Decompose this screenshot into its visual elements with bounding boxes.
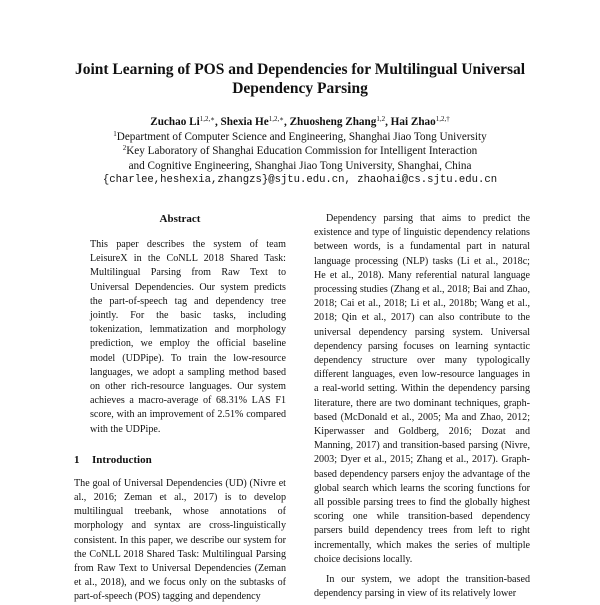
affiliation-2: $^2$Key Laboratory of Shanghai Education Commission for Intelligent Interaction [122,144,478,157]
author-names: Zuchao $Li^{1,2,∗}$, Shexia $He^{1,2,∗}$, Zhuosheng Zhang$^{1,2}$, Hai Zhao$^{1,2,\dagger}$ [150,115,450,128]
title-line-1: Joint Learning of POS and Dependencies for Multilingual Universal [74,61,526,78]
intro-paragraph: The goal of Universal Dependencies (UD) (Nivre et al., 2016; Zeman et al., 2017) is to develop multilingual treebank, whose annotations of morphology and syntax are cross-linguistically consistent. In this paper, we describe our system for the CoNLL 2018 Shared Task: Multilingual Parsing from Raw Text to Universal Dependencies (Zeman et al., 2018), and we focus only on the subtasks of part-of-speech (POS) tagging and dependency [74,477,286,603]
author-sup: 1,2,† [435,115,450,123]
author-block [40,115,560,188]
affiliation-2-cont: and Cognitive Engineering, Shanghai Jiao Tong University, Shanghai, China [128,159,472,172]
section-number: 1 [74,453,80,466]
affiliation-1: $^1$Department of Computer Science and Engineering, Shanghai Jiao Tong University [113,129,487,143]
abstract-heading: Abstract [159,213,201,225]
author-sup: 1,2,∗ [268,115,284,123]
author-name: Zuchao Li [150,116,200,128]
abstract-text: This paper describes the system of team LeisureX in the CoNLL 2018 Shared Task: Multilingual Parsing from Raw Text to Universal Dependencies. Our system predicts the part-of-speech tag and dependency tree jointly. For the basic tasks, including tokenization, lemmatization and morphology prediction, we employ the official baseline model (UDPipe). To train the low-resource languages, we adopt a sampling method based on other rich-resource languages. Our system achieves a macro-average of 68.31% LAS F1 score, with an improvement of 2.51% compared with the UDPipe. [90,239,286,435]
paper-title [60,60,540,98]
left-column [74,212,286,605]
section-title: Introduction [92,453,152,466]
body-paragraph-2: In our system, we adopt the transition-based dependency parsing in view of its relatively lower [314,574,530,600]
author-emails: {charlee,heshexia,zhangzs}@sjtu.edu.cn, zhaohai@cs.sjtu.edu.cn [102,174,498,186]
author-name: Shexia He [220,116,269,128]
section-heading-introduction [74,453,286,467]
body-paragraph-1: Dependency parsing that aims to predict the existence and type of linguistic dependency relations between words, is a fundamental part in natural language processing (NLP) tasks (Li et al., 2018c; He et al., 2018). Many referential natural language processing studies (Zhang et al., 2018; Bai and Zhao, 2018; Cai et al., 2018; Li et al., 2018b; Wang et al., 2018; Qin et al., 2017) can also contribute to the universal dependency parsing system. Universal dependency parsing focuses on learning syntactic dependency structure over many typologically different languages, even low-resource languages in a real-world setting. Within the dependency parsing literature, there are two dominant techniques, graph-based (McDonald et al., 2005; Ma and Zhao, 2012; Kiperwasser and Goldberg, 2016; Dozat and Manning, 2017) and transition-based parsing (Nivre, 2003; Dyer et al., 2015; Zhang et al., 2017). Graph-based dependency parsers enjoy the advantage of the global search which learns the scoring functions for all possible parsing trees to find the globally highest scoring one while transition-based dependency parsers build dependency trees from left to right incrementally, which makes the series of multiple choice decisions locally. [314,213,530,565]
author-sup: 1,2 [376,115,386,123]
author-name: Zhuosheng Zhang [289,116,377,128]
title-line-2: Dependency Parsing [232,80,368,97]
author-name: Hai Zhao [390,116,436,128]
right-column [314,212,530,601]
author-sup: 1,2,∗ [199,115,215,123]
